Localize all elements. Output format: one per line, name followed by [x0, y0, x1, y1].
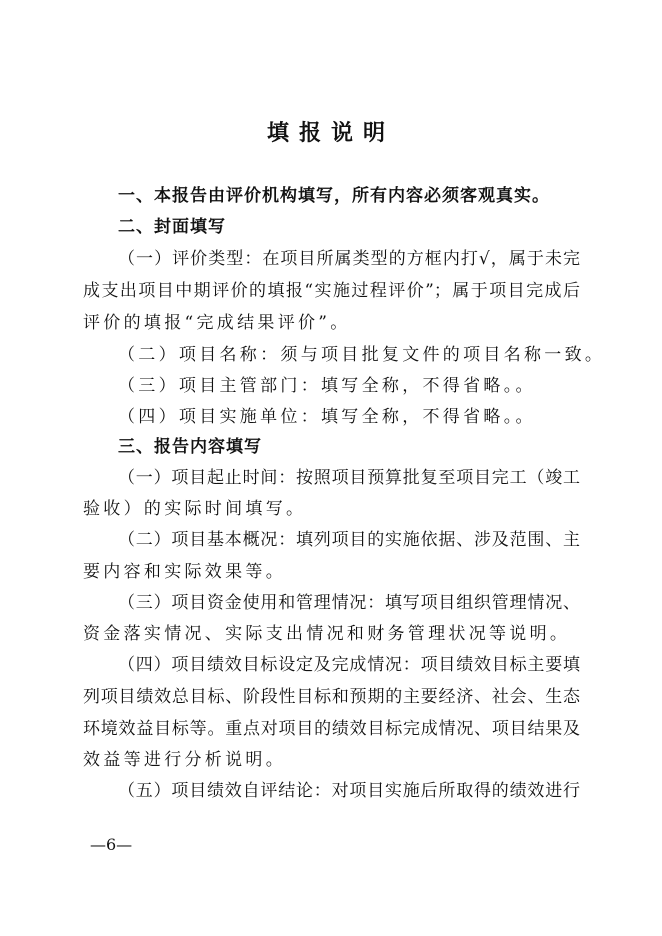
text-line: 成支出项目中期评价的填报“实施过程评价”；属于项目完成后 — [83, 281, 580, 301]
text-line: （五）项目绩效自评结论：对项目实施后所取得的绩效进行 — [118, 781, 580, 801]
text-line: 验收）的实际时间填写。 — [83, 499, 307, 519]
text-line: （一）项目起止时间：按照项目预算批复至项目完工（竣工 — [118, 468, 580, 488]
section-heading: 三、报告内容填写 — [118, 437, 262, 457]
text-line: （一）评价类型：在项目所属类型的方框内打√，属于未完 — [118, 249, 580, 269]
text-line: 效益等进行分析说明。 — [83, 750, 286, 770]
text-line: 列项目绩效总目标、阶段性目标和预期的主要经济、社会、生态 — [83, 687, 580, 707]
text-line: （四）项目实施单位：填写全称，不得省略。。 — [118, 407, 536, 427]
text-line: 资金落实情况、实际支出情况和财务管理状况等说明。 — [83, 624, 571, 644]
text-line: （二）项目名称：须与项目批复文件的项目名称一致。 — [118, 345, 606, 365]
text-line: （三）项目资金使用和管理情况：填写项目组织管理情况、 — [118, 593, 580, 613]
page-title: 填报说明 — [266, 120, 395, 146]
page-number: —6— — [90, 835, 133, 854]
text-line: 要内容和实际效果等。 — [83, 562, 286, 582]
text-line: （二）项目基本概况：填列项目的实施依据、涉及范围、主 — [118, 530, 580, 550]
text-line: 环境效益目标等。重点对项目的绩效目标完成情况、项目结果及 — [83, 719, 580, 739]
text-line: （四）项目绩效目标设定及完成情况：项目绩效目标主要填 — [118, 655, 580, 675]
section-heading: 一、本报告由评价机构填写，所有内容必须客观真实。 — [118, 186, 550, 206]
text-line: 评价的填报“完成结果评价”。 — [83, 313, 351, 333]
text-line: （三）项目主管部门：填写全称，不得省略。。 — [118, 376, 536, 396]
section-heading: 二、封面填写 — [118, 217, 226, 237]
